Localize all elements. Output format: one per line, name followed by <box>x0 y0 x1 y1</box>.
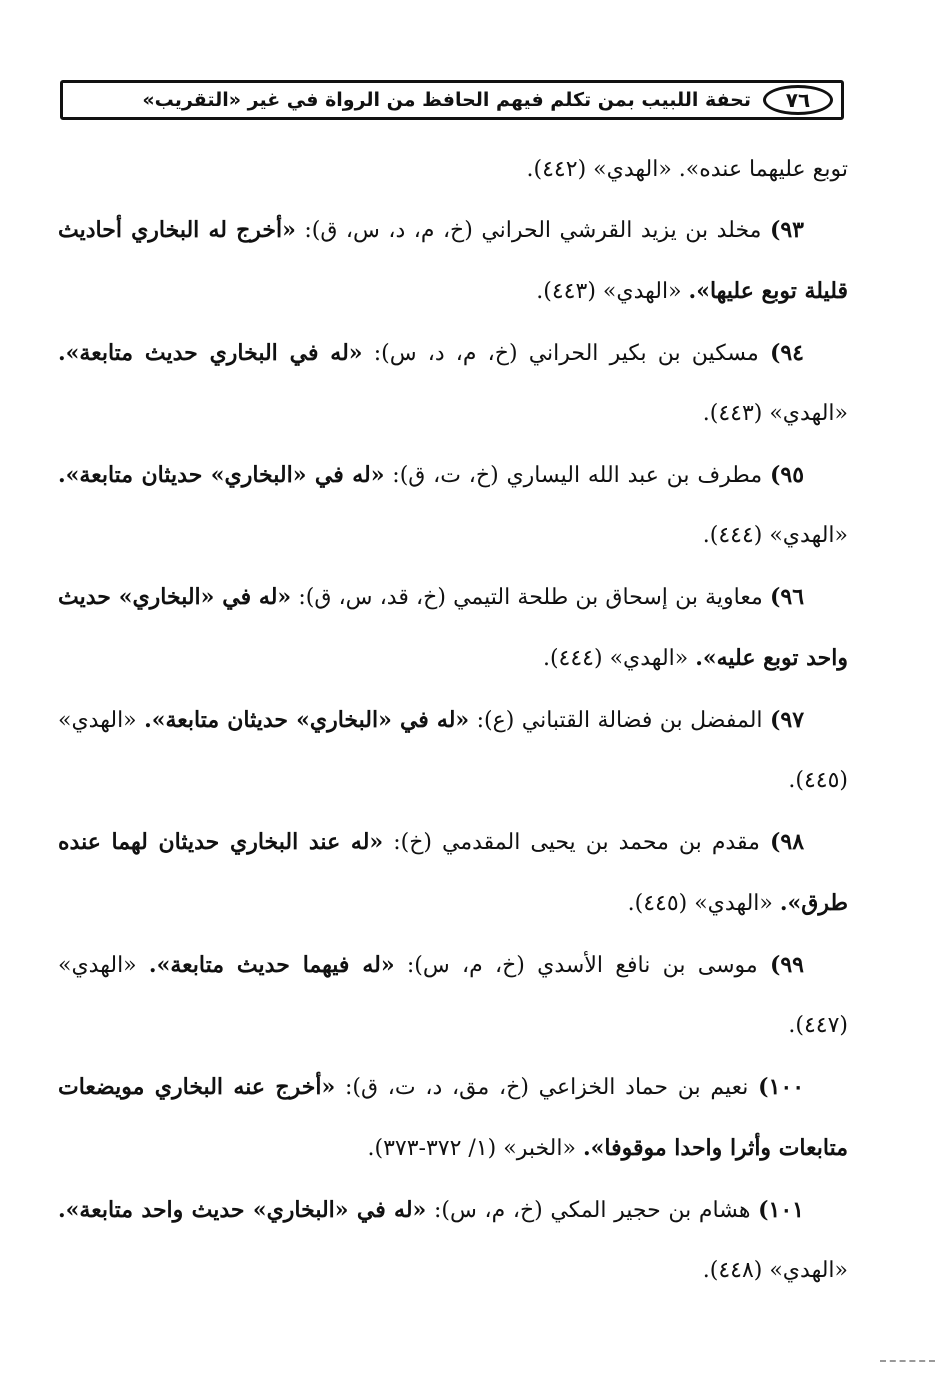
source-reference: «الهدي» (٤٤٥). <box>627 891 780 916</box>
quote-text: «له فيهما حديث متابعة». <box>148 952 395 978</box>
entry-number: ١٠٠) <box>758 1074 805 1100</box>
page-number: ٧٦ <box>763 85 833 115</box>
entry-number: ٩٧) <box>769 707 805 733</box>
source-reference: «الهدي» (٤٤٧). <box>58 953 848 1038</box>
narrator-entry-94 <box>58 323 848 444</box>
entry-number: ٩٤) <box>769 340 804 366</box>
quote-text: «له في البخاري حديث متابعة». <box>58 340 363 366</box>
entry-number: ٩٣) <box>769 217 804 243</box>
source-reference: «الهدي» (٤٤٣). <box>702 401 848 426</box>
narrator-entry-95 <box>58 445 848 566</box>
narrator-entry-97 <box>58 690 848 811</box>
narrator-entry-100 <box>58 1057 848 1179</box>
narrator-name: معاوية بن إسحاق بن طلحة التيمي (خ، قد، س، ق): <box>291 585 763 610</box>
source-reference: «الهدي» (٤٤٣). <box>536 279 689 304</box>
quote-text: «له في «البخاري» حديث واحد متابعة». <box>58 1197 427 1223</box>
quote-text: «له عند البخاري حديثان لهما عنده طرق». <box>58 829 848 916</box>
narrator-name: موسى بن نافع الأسدي (خ، م، س): <box>394 953 758 978</box>
quote-text: «أخرج له البخاري أحاديث قليلة توبع عليها». <box>58 217 848 304</box>
narrator-name: مخلد بن يزيد القرشي الحراني (خ، م، د، س، ق): <box>295 218 762 243</box>
continuation-text: توبع عليهما عنده». «الهدي» (٤٤٢). <box>526 157 848 182</box>
quote-text: «أخرج عنه البخاري مويضعات متابعات وأثرا واحدا موقوفا». <box>58 1074 848 1161</box>
entry-number: ١٠١) <box>758 1197 804 1223</box>
quote-text: «له في «البخاري» حديثان متابعة». <box>58 462 385 488</box>
narrator-name: المفضل بن فضالة القتباني (ع): <box>469 708 763 733</box>
quote-text: «له في «البخاري» حديثان متابعة». <box>144 707 470 733</box>
source-reference: «الهدي» (٤٤٤). <box>542 646 696 671</box>
narrator-entry-98 <box>58 812 848 934</box>
narrator-entry-99 <box>58 935 848 1056</box>
narrator-name: مقدم بن محمد بن يحيى المقدمي (خ): <box>383 830 760 855</box>
narrator-name: نعيم بن حماد الخزاعي (خ، مق، د، ت، ق): <box>335 1075 749 1100</box>
narrator-entry-101 <box>58 1180 848 1301</box>
source-reference: «الهدي» (٤٤٨). <box>702 1258 848 1283</box>
page-edge-dashes <box>880 1360 935 1362</box>
narrator-entry-96 <box>58 567 848 689</box>
source-reference: «الهدي» (٤٤٥). <box>58 708 848 793</box>
narrator-entry-93 <box>58 200 848 322</box>
entry-number: ٩٥) <box>769 462 805 488</box>
entry-number: ٩٦) <box>769 584 805 610</box>
book-title: تحفة اللبيب بمن تكلم فيهم الحافظ من الرواة في غير «التقريب» <box>142 89 751 111</box>
quote-text: «له في «البخاري» حديث واحد توبع عليه». <box>58 584 848 671</box>
source-reference: «الهدي» (٤٤٤). <box>702 523 848 548</box>
narrator-name: مسكين بن بكير الحراني (خ، م، د، س): <box>362 341 759 366</box>
narrator-name: مطرف بن عبد الله اليساري (خ، ت، ق): <box>384 463 763 488</box>
narrator-name: هشام بن حجير المكي (خ، م، س): <box>426 1198 751 1223</box>
entry-number: ٩٩) <box>769 952 804 978</box>
page-body <box>58 140 848 1302</box>
running-header <box>60 80 844 120</box>
entry-number: ٩٨) <box>769 829 805 855</box>
source-reference: «الخبر» (١/ ٣٧٢-٣٧٣). <box>367 1136 583 1161</box>
